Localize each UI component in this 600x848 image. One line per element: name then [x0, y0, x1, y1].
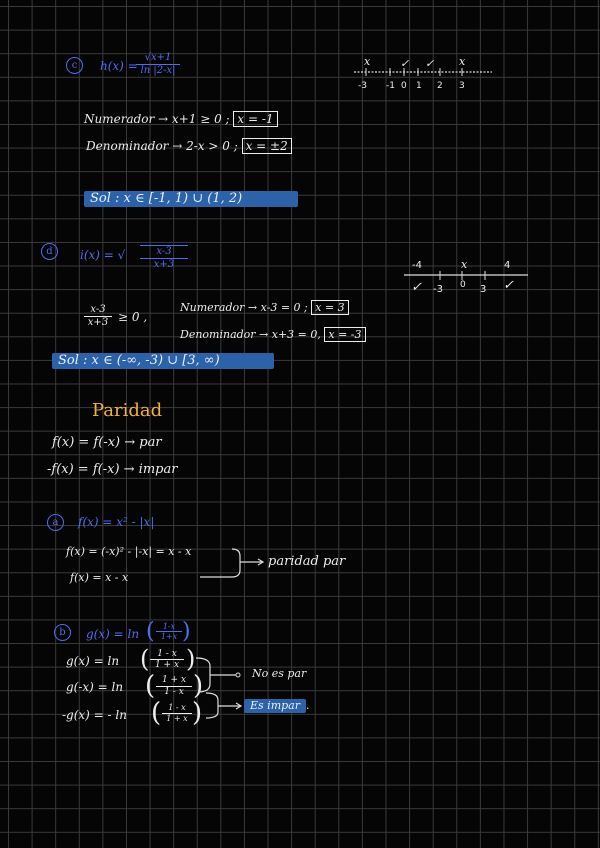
example-b-line-3-paren-close: ) [192, 698, 203, 728]
section-d-inequality-denominator: x+3 [87, 317, 109, 328]
example-b-function-denominator: 1+x [160, 632, 178, 641]
example-b-function-paren-open: ( [146, 619, 155, 644]
section-c-function-lhs: h(x) = [100, 59, 138, 73]
paridad-title: Paridad [92, 400, 163, 421]
numline-c-mark-1: x [364, 55, 371, 68]
section-d-solution: Sol : x ∈ (-∞, -3) ∪ [3, ∞) [52, 353, 274, 369]
numline-d-bottom-1: ✓ [411, 280, 422, 295]
example-b-line-2-paren-close: ) [193, 671, 204, 701]
example-a-function: f(x) = x² - |x| [78, 515, 155, 529]
numline-d-top-3: 4 [504, 260, 511, 271]
section-d-function-denominator: x+3 [153, 259, 175, 270]
section-c-label: c [66, 57, 83, 74]
example-b-line-1-numerator: 1 - x [150, 649, 184, 660]
example-b-line-1-lhs: g(x) = ln [66, 654, 120, 668]
example-b-line-2-numerator: 1 + x [156, 675, 192, 687]
example-b-result-not-even: No es par [252, 667, 307, 680]
section-d-function-numerator: x-3 [140, 246, 188, 259]
example-b-line-2-denominator: 1 - x [164, 687, 184, 697]
example-b-label: b [54, 624, 71, 641]
numline-c-tick-2: -1 [386, 81, 395, 91]
section-d-function-lhs: i(x) = √ [80, 248, 126, 262]
example-b-line-1-paren-open: ( [140, 645, 150, 673]
numline-d-top-2: x [461, 258, 468, 271]
section-d-inequality-numerator: x-3 [84, 304, 112, 317]
example-b-result-odd: Es impar [244, 699, 306, 713]
section-d-denominator-box: x = -3 [324, 327, 365, 342]
numline-c-tick-5: 2 [437, 81, 443, 91]
example-b-line-3-lhs: -g(x) = - ln [62, 708, 127, 722]
numline-d-bottom-4: 3 [480, 284, 487, 295]
numline-d-bottom-2: -3 [433, 284, 443, 295]
section-c-denominator-text: Denominador → 2-x > 0 ; [86, 139, 238, 153]
section-c-function-numerator: √x+1 [136, 52, 180, 65]
paridad-rule-odd: -f(x) = f(-x) → impar [47, 462, 178, 477]
section-d-numerator-text: Numerador → x-3 = 0 ; [180, 301, 308, 314]
section-d-numerator-box: x = 3 [311, 300, 348, 315]
example-b-line-3-numerator: 1 - x [162, 703, 192, 714]
numline-c-tick-3: 0 [401, 81, 407, 91]
numline-c-mark-3: ✓ [425, 57, 435, 70]
section-c-solution: Sol : x ∈ [-1, 1) ∪ (1, 2) [84, 191, 298, 207]
section-c-function-denominator: ln |2-x| [140, 65, 176, 76]
example-a-line-2: f(x) = x - x [70, 571, 129, 584]
numline-c-tick-4: 1 [416, 81, 422, 91]
numline-d-bottom-3: 0 [460, 280, 466, 290]
section-d-inequality-rhs: ≥ 0 , [118, 310, 148, 324]
example-b-line-2-lhs: g(-x) = ln [66, 680, 124, 694]
example-b-line-1-denominator: 1 + x [154, 660, 180, 670]
example-b-result-period: . [306, 699, 310, 712]
example-a-label: a [47, 514, 64, 531]
example-a-result: paridad par [268, 554, 346, 569]
numline-c-tick-1: -3 [358, 81, 367, 91]
section-c-denominator-box: x = ±2 [242, 138, 292, 154]
example-b-line-3-denominator: 1 + x [166, 714, 188, 723]
paridad-rule-even: f(x) = f(-x) → par [52, 435, 162, 450]
section-c-numerator-box: x = -1 [233, 111, 277, 127]
example-b-line-3-paren-open: ( [151, 698, 162, 728]
section-d-denominator-text: Denominador → x+3 = 0, [180, 328, 321, 341]
numline-d-top-1: -4 [412, 260, 422, 271]
example-b-function-numerator: 1-x [156, 622, 182, 632]
example-b-function-paren-close: ) [182, 619, 191, 644]
example-b-function: g(x) = ln [86, 627, 140, 641]
numline-d-bottom-5: ✓ [503, 278, 514, 293]
section-d-label: d [41, 243, 58, 260]
example-b-line-1-paren-close: ) [186, 645, 196, 673]
example-b-line-2-paren-open: ( [145, 671, 156, 701]
example-a-line-1: f(x) = (-x)² - |-x| = x - x [66, 545, 192, 558]
numline-c-tick-6: 3 [459, 81, 465, 91]
numline-c-mark-2: ✓ [400, 57, 410, 70]
section-c-numerator-text: Numerador → x+1 ≥ 0 ; [84, 112, 230, 126]
numline-c-mark-4: x [459, 55, 466, 68]
